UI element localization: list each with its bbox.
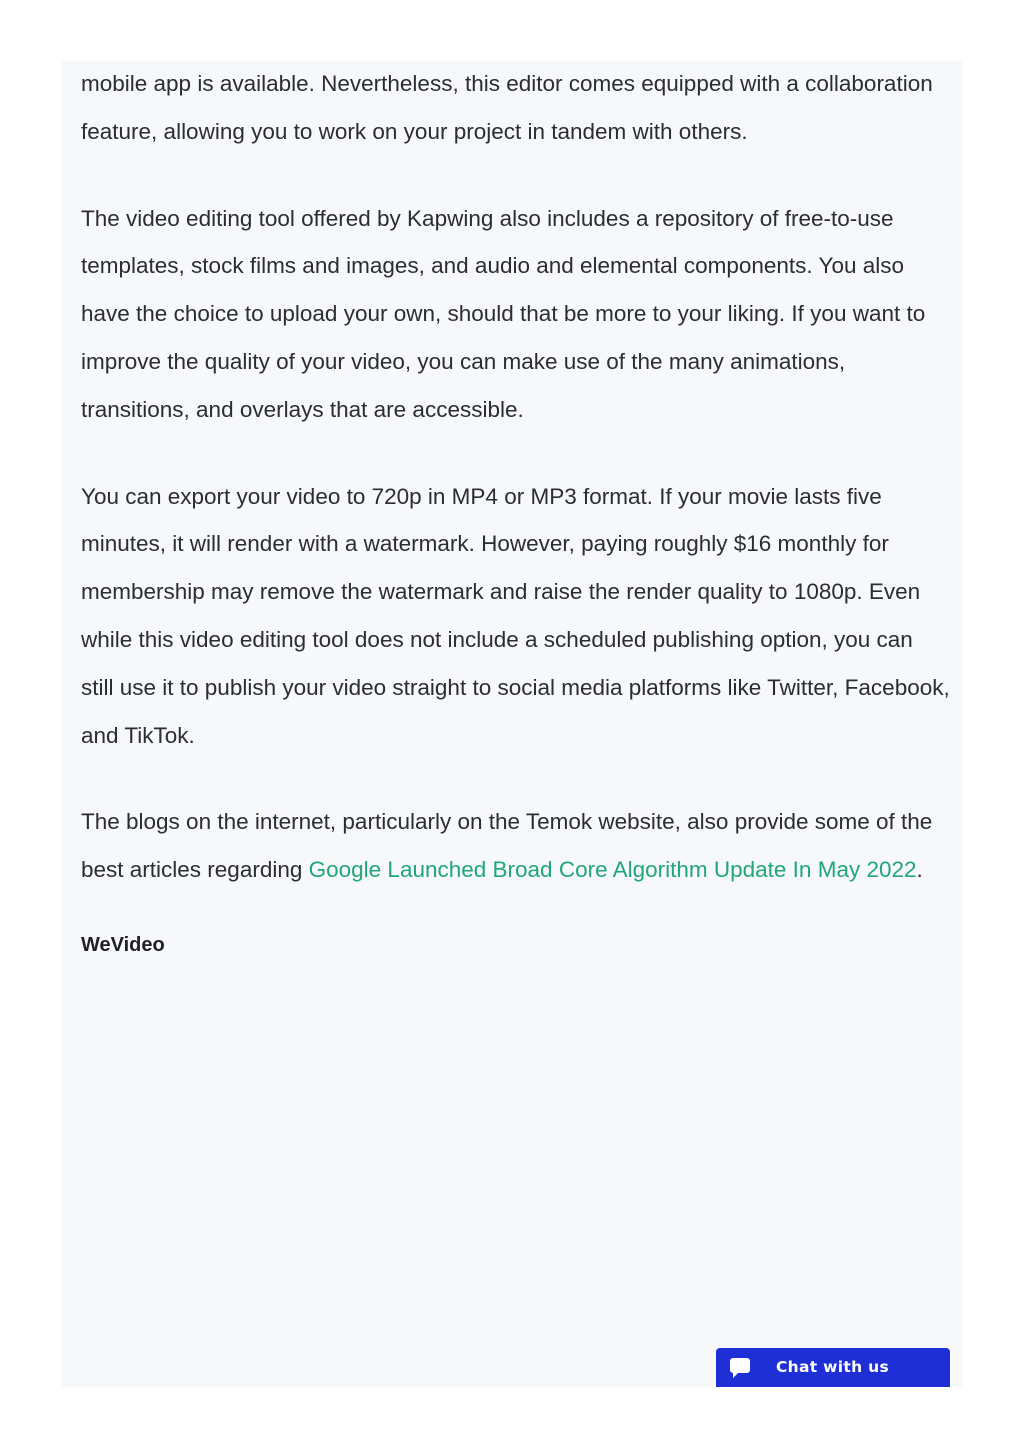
chat-label: Chat with us (776, 1358, 890, 1376)
paragraph-export: You can export your video to 720p in MP4 or MP3 format. If your movie lasts five minutes, it will render with a watermark. However, paying roughly $16 monthly for membership may remove the watermark and raise the render quality to 1080p. Even while this video editing tool does not include a scheduled publishing option, you can still use it to publish your video straight to social media platforms like Twitter, Facebook, and TikTok. (81, 483, 950, 748)
paragraph-collaboration: mobile app is available. Nevertheless, this editor comes equipped with a collaboration feature, allowing you to work on your project in tandem with others. (81, 71, 933, 144)
chat-bubble-icon (729, 1357, 751, 1379)
paragraph-temok-blogs (81, 798, 951, 894)
paragraph-kapwing-assets: The video editing tool offered by Kapwing also includes a repository of free-to-use templates, stock films and images, and audio and elemental components. You also have the choice to upload your own, should that be more to your liking. If you want to improve the quality of your video, you can make use of the many animations, transitions, and overlays that are accessible. (81, 205, 926, 422)
paragraph-end: . (916, 857, 923, 883)
paragraph-text: The blogs on the internet, particularly on the Temok website, also provide some of the best articles regarding (81, 809, 933, 883)
article-content (81, 61, 951, 957)
article-body (62, 61, 962, 1387)
section-heading-wevideo: WeVideo (81, 933, 165, 956)
chat-with-us-button[interactable] (716, 1348, 950, 1387)
google-update-link[interactable]: Google Launched Broad Core Algorithm Update In May 2022 (308, 857, 917, 883)
